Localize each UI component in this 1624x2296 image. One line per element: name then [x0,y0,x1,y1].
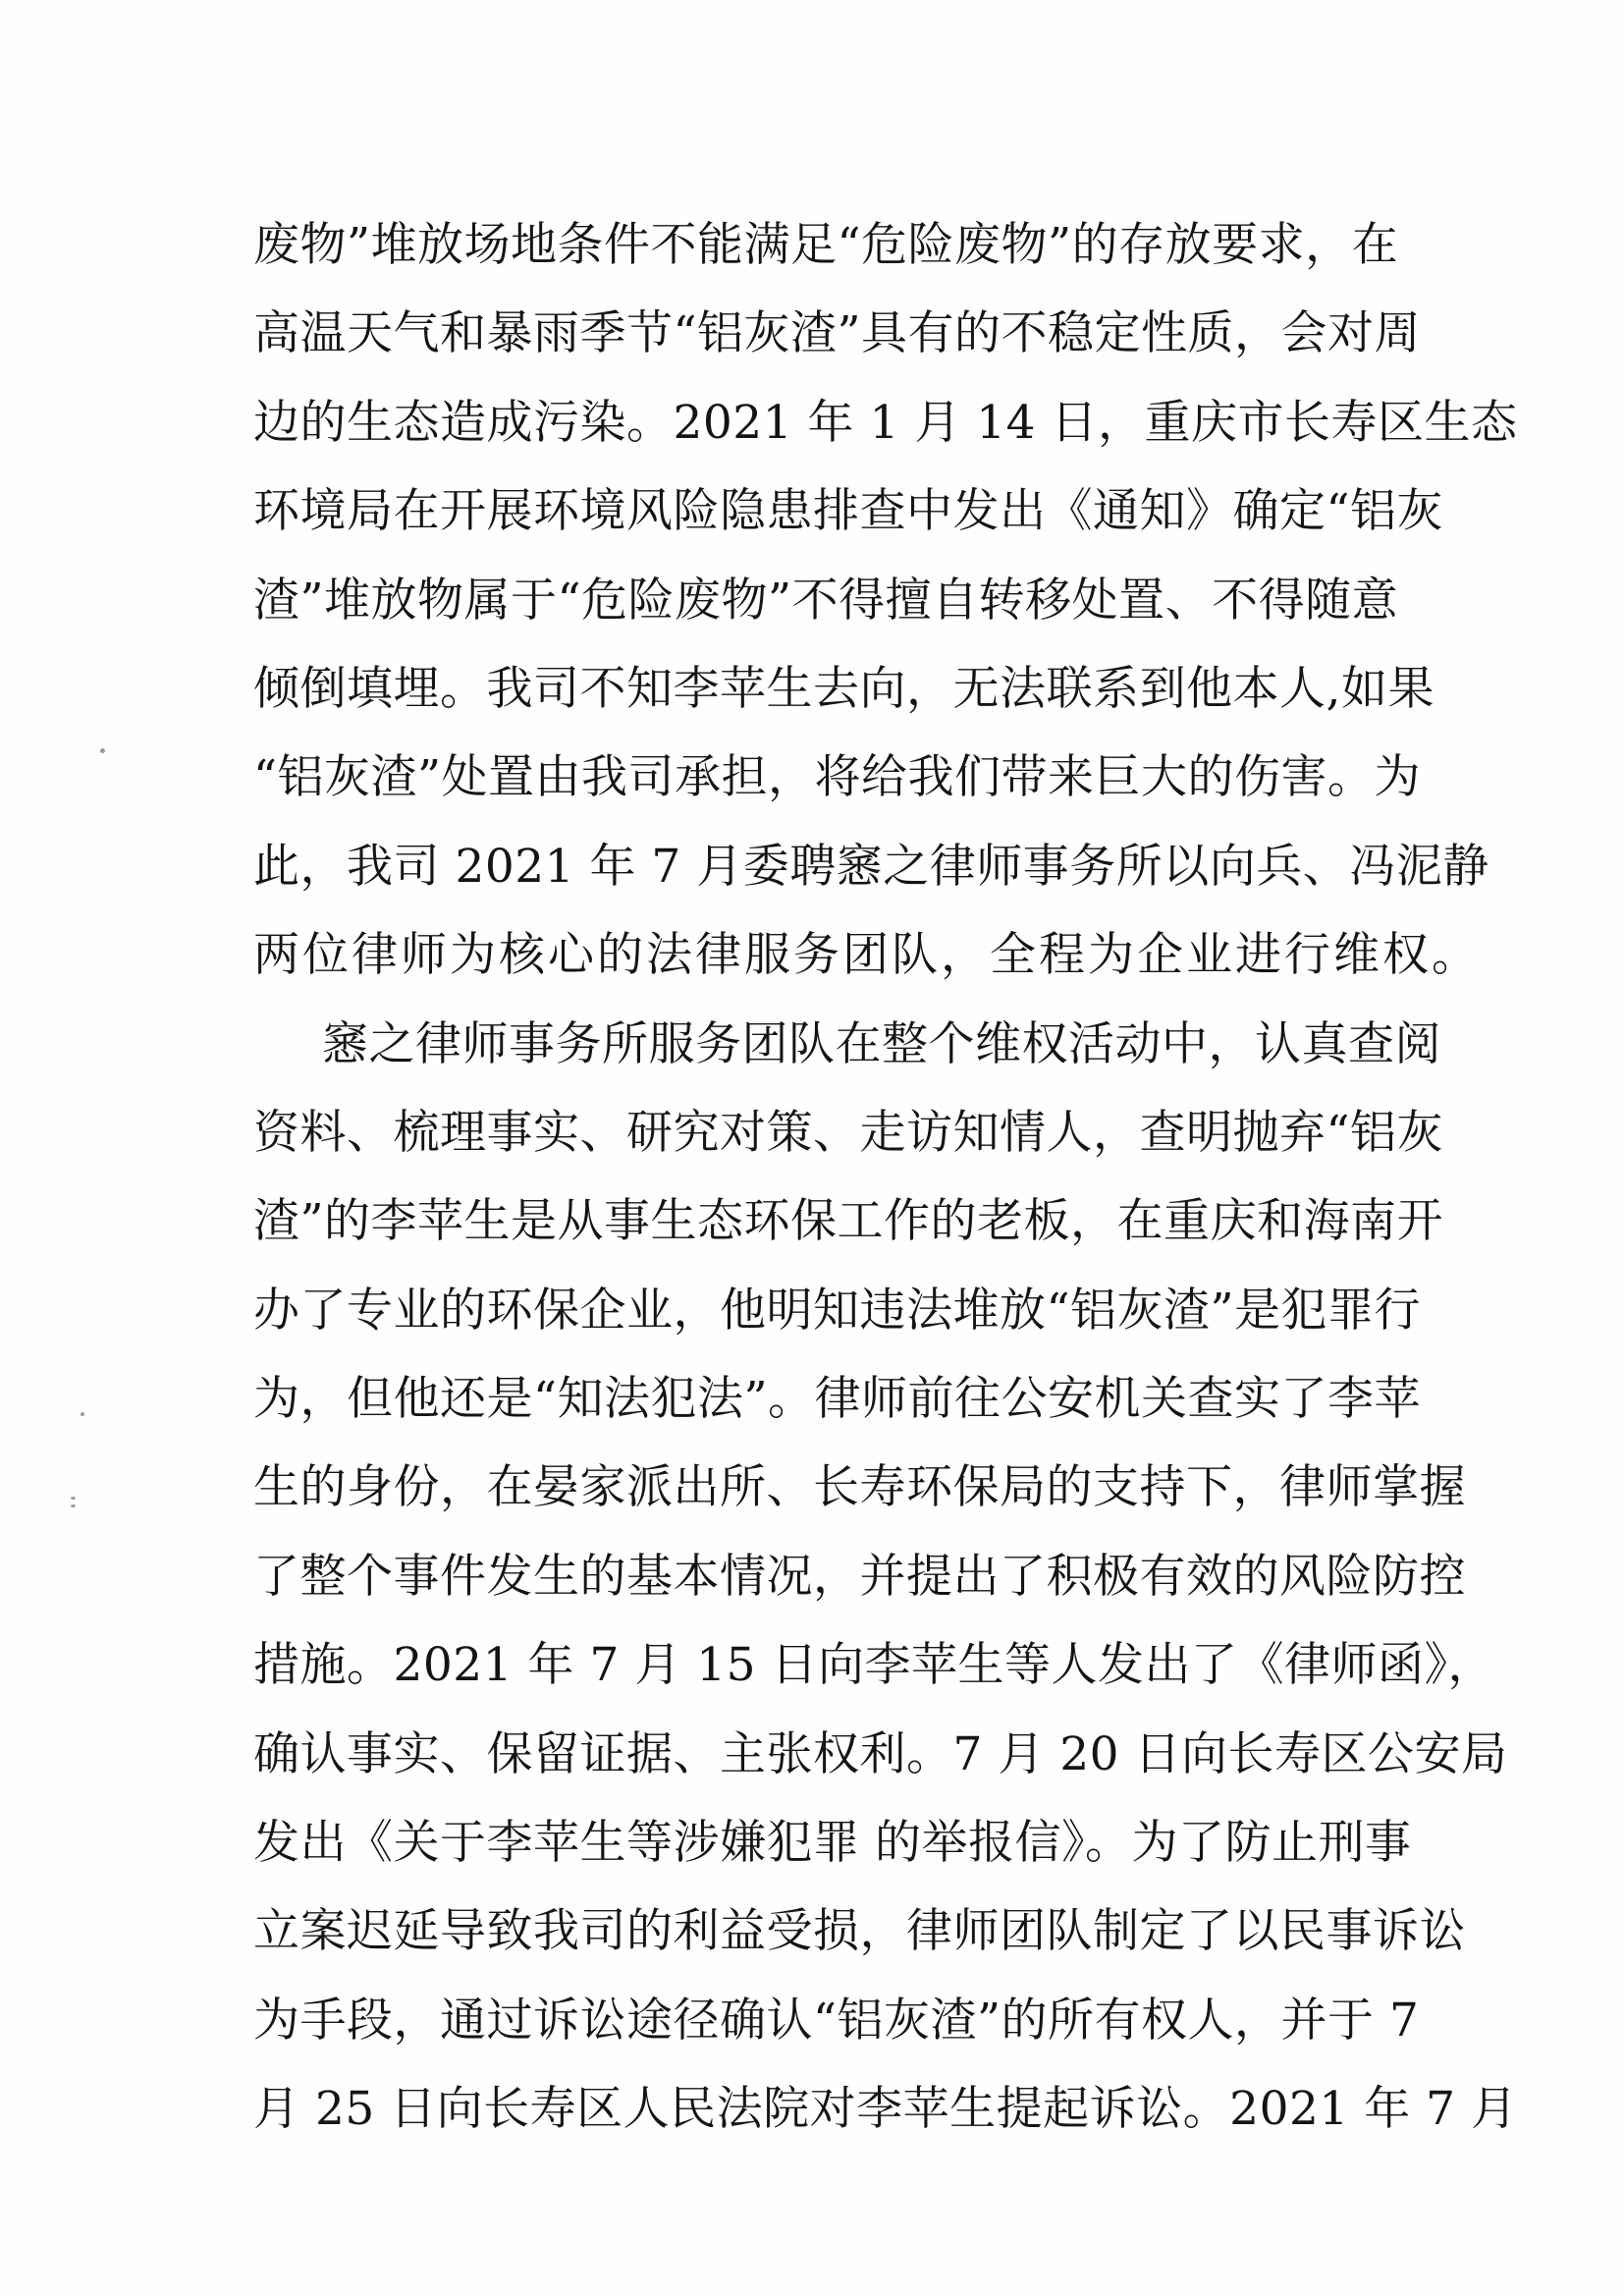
text-line: 边的生态造成污染。2021 年 1 月 14 日，重庆市长寿区生态 [253,395,1518,450]
text-line: 立案迟延导致我司的利益受损，律师团队制定了以民事诉讼 [253,1904,1466,1959]
text-line: 发出《关于李苹生等涉嫌犯罪 的举报信》。为了防止刑事 [253,1816,1412,1871]
scan-speck [71,1504,76,1507]
paragraph-start-line: 窸之律师事务所服务团队在整个维权活动中，认真查阅 [322,1016,1441,1071]
text-line: 倾倒填埋。我司不知李苹生去向，无法联系到他本人,如果 [253,661,1435,716]
text-line: 确认事实、保留证据、主张权利。7 月 20 日向长寿区公安局 [253,1726,1508,1781]
text-line: 废物”堆放场地条件不能满足“危险废物”的存放要求，在 [253,218,1399,272]
text-line: 此，我司 2021 年 7 月委聘窸之律师事务所以向兵、冯泥静 [253,839,1489,894]
text-line: 办了专业的环保企业，他明知违法堆放“铝灰渣”是犯罪行 [253,1283,1422,1338]
text-line: 了整个事件发生的基本情况，并提出了积极有效的风险防控 [253,1549,1466,1604]
scan-speck [81,1412,84,1416]
body-text [253,201,1518,2155]
text-line: 高温天气和暴雨季节“铝灰渣”具有的不稳定性质，会对周 [253,306,1422,361]
text-line: 为手段，通过诉讼途径确认“铝灰渣”的所有权人，并于 7 [253,1993,1420,2048]
text-line: 环境局在开展环境风险隐患排查中发出《通知》确定“铝灰 [253,484,1444,539]
scan-speck [71,1497,76,1500]
text-line: 渣”堆放物属于“危险废物”不得擅自转移处置、不得随意 [253,573,1399,628]
text-line: 月 25 日向长寿区人民法院对李苹生提起诉讼。2021 年 7 月 [253,2082,1518,2137]
scan-speck [100,748,105,753]
text-line: “铝灰渣”处置由我司承担，将给我们带来巨大的伤害。为 [253,750,1422,805]
text-line: 为，但他还是“知法犯法”。律师前往公安机关查实了李苹 [253,1372,1422,1427]
text-line: 资料、梳理事实、研究对策、走访知情人，查明抛弃“铝灰 [253,1105,1444,1160]
text-line: 措施。2021 年 7 月 15 日向李苹生等人发出了《律师函》， [253,1638,1495,1693]
text-line: 两位律师为核心的法律服务团队，全程为企业进行维权。 [253,928,1481,983]
text-line: 渣”的李苹生是从事生态环保工作的老板，在重庆和海南开 [253,1194,1444,1249]
text-line: 生的身份，在晏家派出所、长寿环保局的支持下，律师掌握 [253,1460,1466,1515]
